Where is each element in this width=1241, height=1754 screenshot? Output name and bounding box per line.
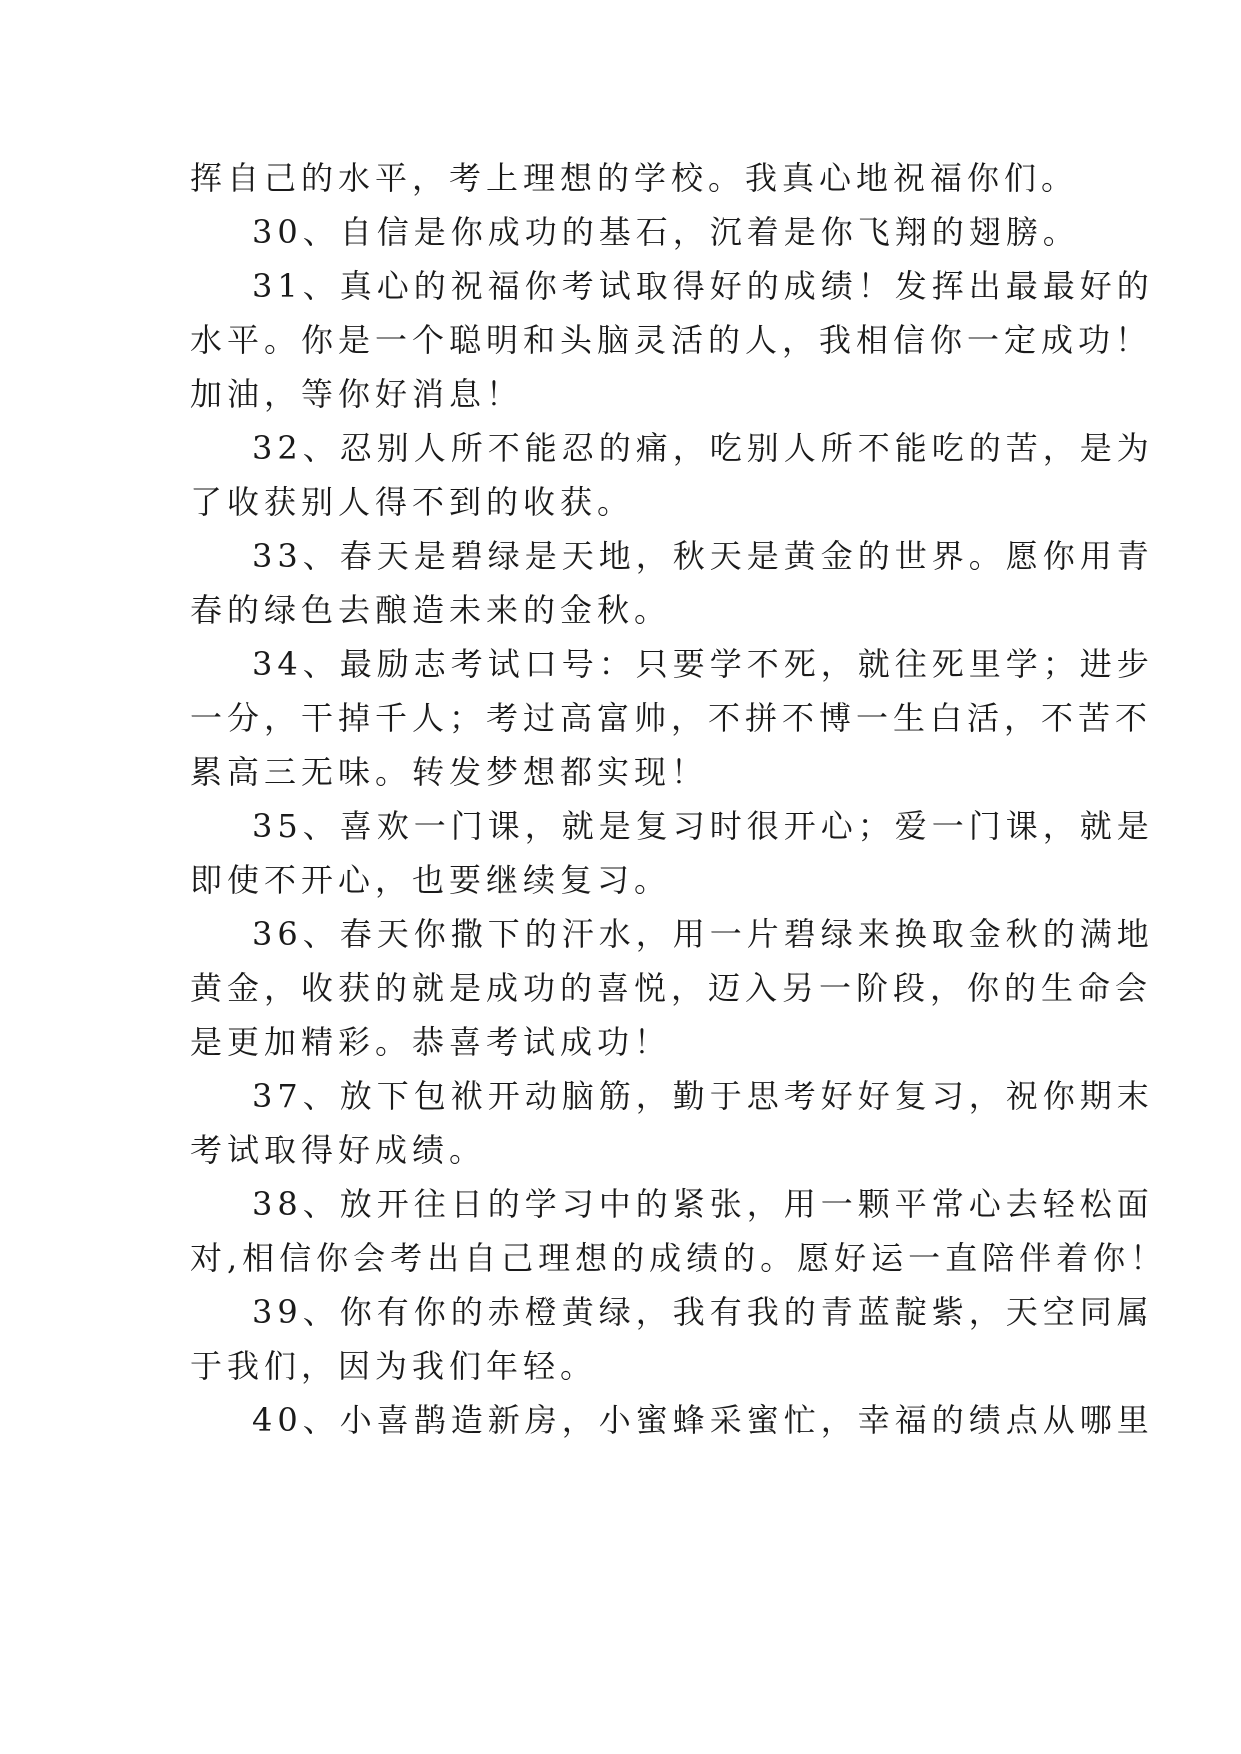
text-line: 32、忍别人所不能忍的痛，吃别人所不能吃的苦，是为 bbox=[252, 429, 1154, 467]
text-line: 一分，干掉千人；考过高富帅，不拼不博一生白活，不苦不 bbox=[190, 699, 1153, 737]
text-line: 37、放下包袱开动脑筋，勤于思考好好复习，祝你期末 bbox=[252, 1077, 1154, 1115]
text-line: 对,相信你会考出自己理想的成绩的。愿好运一直陪伴着你！ bbox=[190, 1239, 1168, 1277]
text-line: 35、喜欢一门课，就是复习时很开心；爱一门课，就是 bbox=[252, 807, 1154, 845]
text-line: 31、真心的祝福你考试取得好的成绩！发挥出最最好的 bbox=[252, 267, 1154, 305]
text-line: 30、自信是你成功的基石，沉着是你飞翔的翅膀。 bbox=[252, 213, 1080, 251]
text-line: 考试取得好成绩。 bbox=[190, 1131, 487, 1169]
text-line: 了收获别人得不到的收获。 bbox=[190, 483, 635, 521]
text-line: 36、春天你撒下的汗水，用一片碧绿来换取金秋的满地 bbox=[252, 915, 1154, 953]
text-line: 黄金，收获的就是成功的喜悦，迈入另一阶段，你的生命会 bbox=[190, 969, 1153, 1007]
text-line: 春的绿色去酿造未来的金秋。 bbox=[190, 591, 672, 629]
text-line: 是更加精彩。恭喜考试成功！ bbox=[190, 1023, 672, 1061]
text-line: 加油，等你好消息！ bbox=[190, 375, 524, 413]
text-line: 挥自己的水平，考上理想的学校。我真心地祝福你们。 bbox=[190, 159, 1079, 197]
text-line: 33、春天是碧绿是天地，秋天是黄金的世界。愿你用青 bbox=[252, 537, 1154, 575]
text-line: 38、放开往日的学习中的紧张，用一颗平常心去轻松面 bbox=[252, 1185, 1154, 1223]
text-line: 40、小喜鹊造新房，小蜜蜂采蜜忙，幸福的绩点从哪里 bbox=[252, 1401, 1154, 1439]
text-line: 即使不开心，也要继续复习。 bbox=[190, 861, 672, 899]
text-line: 于我们，因为我们年轻。 bbox=[190, 1347, 598, 1385]
text-line: 水平。你是一个聪明和头脑灵活的人，我相信你一定成功！ bbox=[190, 321, 1153, 359]
text-line: 39、你有你的赤橙黄绿，我有我的青蓝靛紫，天空同属 bbox=[252, 1293, 1154, 1331]
text-line: 累高三无味。转发梦想都实现！ bbox=[190, 753, 709, 791]
text-line: 34、最励志考试口号：只要学不死，就往死里学；进步 bbox=[252, 645, 1154, 683]
